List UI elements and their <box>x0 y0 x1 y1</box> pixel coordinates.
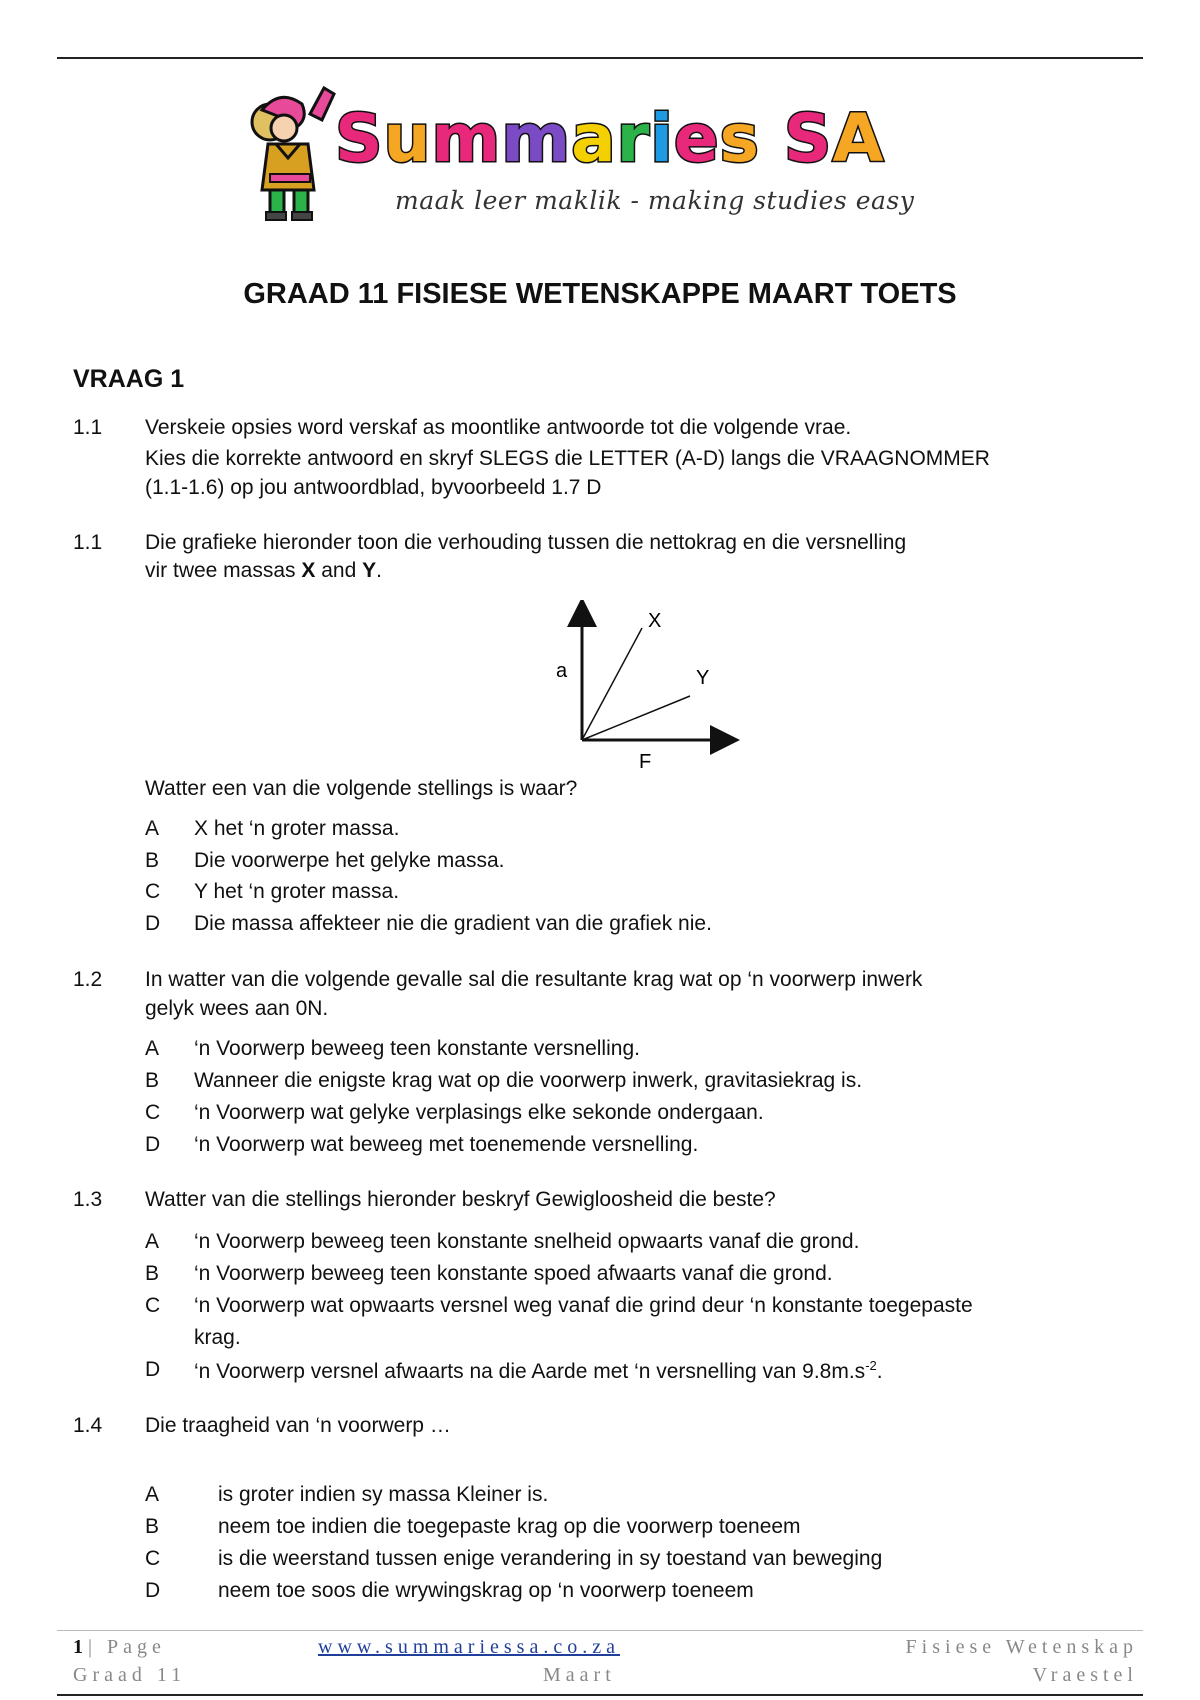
logo-letter: s <box>719 100 760 177</box>
logo-letter: m <box>431 100 502 177</box>
logo-letter: m <box>501 100 572 177</box>
q1-option-c-text: Y het ‘n groter massa. <box>194 880 400 903</box>
line-x <box>582 628 642 740</box>
logo-letter: u <box>383 100 432 177</box>
q4-option-d-letter: D <box>145 1579 161 1602</box>
q1-number: 1.1 <box>73 531 103 554</box>
q2-option-b-letter: B <box>145 1069 160 1092</box>
q1-option-b-letter: B <box>145 849 160 872</box>
q3-option-b-letter: B <box>145 1262 160 1285</box>
q1-mass-y: Y <box>362 559 377 582</box>
logo-letter <box>760 100 784 177</box>
q3-option-c-text: ‘n Voorwerp wat opwaarts versnel weg vanaf die grind deur ‘n konstante toegepaste <box>194 1294 973 1317</box>
q3-option-d-sup: -2 <box>865 1358 877 1373</box>
footer-page <box>73 1636 166 1659</box>
logo-letter: e <box>673 100 720 177</box>
q3-option-d-letter: D <box>145 1358 161 1381</box>
footer-grade: Graad 11 <box>73 1664 187 1686</box>
q3-option-c-text-cont: krag. <box>194 1326 241 1349</box>
q4-option-a-text: is groter indien sy massa Kleiner is. <box>218 1483 549 1506</box>
q4-line-1: Die traagheid van ‘n voorwerp … <box>145 1414 451 1437</box>
q3-option-c-letter: C <box>145 1294 161 1317</box>
q4-option-c-letter: C <box>145 1547 161 1570</box>
q1-option-c-letter: C <box>145 880 161 903</box>
q1-line-1: Die grafieke hieronder toon die verhouding tussen die nettokrag en die versnelling <box>145 531 907 554</box>
q2-option-c-letter: C <box>145 1101 161 1124</box>
summaries-sa-logo <box>240 82 970 227</box>
q2-option-d-letter: D <box>145 1133 161 1156</box>
mascot-icon <box>240 82 340 222</box>
q2-option-b-text: Wanneer die enigste krag wat op die voorwerp inwerk, gravitasiekrag is. <box>194 1069 863 1092</box>
q4-number: 1.4 <box>73 1414 103 1437</box>
bottom-rule <box>57 1694 1143 1696</box>
footer-url[interactable]: www.summariessa.co.za <box>318 1636 620 1658</box>
x-axis-label: F <box>639 751 652 773</box>
q2-option-c-text: ‘n Voorwerp wat gelyke verplasings elke sekonde ondergaan. <box>194 1101 764 1124</box>
footer-subject: Fisiese Wetenskap <box>905 1636 1138 1658</box>
q2-option-d-text: ‘n Voorwerp wat beweeg met toenemende versnelling. <box>194 1133 699 1156</box>
line-y-label: Y <box>696 667 710 689</box>
footer-rule <box>57 1630 1143 1631</box>
q1-option-a-letter: A <box>145 817 160 840</box>
q2-line-2: gelyk wees aan 0N. <box>145 997 329 1020</box>
q3-option-d-end: . <box>876 1360 883 1383</box>
y-axis-label: a <box>556 660 568 682</box>
q1-line-2-pre: vir twee massas <box>145 559 302 582</box>
q1-option-d-letter: D <box>145 912 161 935</box>
q1-mass-x: X <box>301 559 316 582</box>
logo-wordmark <box>335 100 885 177</box>
q2-option-a-letter: A <box>145 1037 160 1060</box>
q1-prompt: Watter een van die volgende stellings is waar? <box>145 777 578 800</box>
q4-option-b-text: neem toe indien die toegepaste krag op die voorwerp toeneem <box>218 1515 801 1538</box>
q3-option-a-text: ‘n Voorwerp beweeg teen konstante snelheid opwaarts vanaf die grond. <box>194 1230 860 1253</box>
q4-option-a-letter: A <box>145 1483 160 1506</box>
q3-option-a-letter: A <box>145 1230 160 1253</box>
intro-line-1: Verskeie opsies word verskaf as moontlike antwoorde tot die volgende vrae. <box>145 416 852 439</box>
q1-option-d-text: Die massa affekteer nie die gradient van die grafiek nie. <box>194 912 712 935</box>
logo-letter: a <box>571 100 617 177</box>
q3-option-d-text <box>194 1358 883 1384</box>
page-title: GRAAD 11 FISIESE WETENSKAPPE MAART TOETS <box>243 278 957 310</box>
q4-option-b-letter: B <box>145 1515 160 1538</box>
q3-option-d-main: ‘n Voorwerp versnel afwaarts na die Aarde met ‘n versnelling van 9.8m.s <box>194 1360 866 1383</box>
force-acceleration-graph <box>545 600 745 780</box>
q1-line-2-end: . <box>376 559 382 582</box>
q2-line-1: In watter van die volgende gevalle sal die resultante krag wat op ‘n voorwerp inwerk <box>145 968 923 991</box>
section-heading: VRAAG 1 <box>73 365 185 393</box>
logo-letter: S <box>335 100 384 177</box>
intro-line-3: (1.1-1.6) op jou antwoordblad, byvoorbeeld 1.7 D <box>145 476 602 499</box>
logo-tagline: maak leer maklik - making studies easy <box>395 186 915 215</box>
q1-line-2-mid: and <box>315 559 363 582</box>
line-x-label: X <box>648 610 662 632</box>
footer-page-number: 1 <box>73 1636 88 1658</box>
footer-page-label: | Page <box>88 1636 166 1658</box>
intro-number: 1.1 <box>73 416 103 439</box>
logo-letter: A <box>832 100 885 177</box>
footer-month: Maart <box>543 1664 616 1686</box>
q1-option-a-text: X het ‘n groter massa. <box>194 817 400 840</box>
q4-option-c-text: is die weerstand tussen enige verandering in sy toestand van beweging <box>218 1547 883 1570</box>
intro-line-2: Kies die korrekte antwoord en skryf SLEGS die LETTER (A-D) langs die VRAAGNOMMER <box>145 447 990 470</box>
q3-number: 1.3 <box>73 1188 103 1211</box>
q4-option-d-text: neem toe soos die wrywingskrag op ‘n voorwerp toeneem <box>218 1579 754 1602</box>
logo-letter: i <box>650 100 674 177</box>
line-y <box>582 696 690 740</box>
q3-line-1: Watter van die stellings hieronder beskryf Gewigloosheid die beste? <box>145 1188 776 1211</box>
top-rule <box>57 57 1143 59</box>
q1-option-b-text: Die voorwerpe het gelyke massa. <box>194 849 505 872</box>
q3-option-b-text: ‘n Voorwerp beweeg teen konstante spoed afwaarts vanaf die grond. <box>194 1262 833 1285</box>
q2-option-a-text: ‘n Voorwerp beweeg teen konstante versnelling. <box>194 1037 640 1060</box>
q1-line-2 <box>145 559 382 583</box>
logo-letter: r <box>616 100 651 177</box>
footer-paper: Vraestel <box>1032 1664 1138 1686</box>
logo-letter: S <box>783 100 833 177</box>
q2-number: 1.2 <box>73 968 103 991</box>
